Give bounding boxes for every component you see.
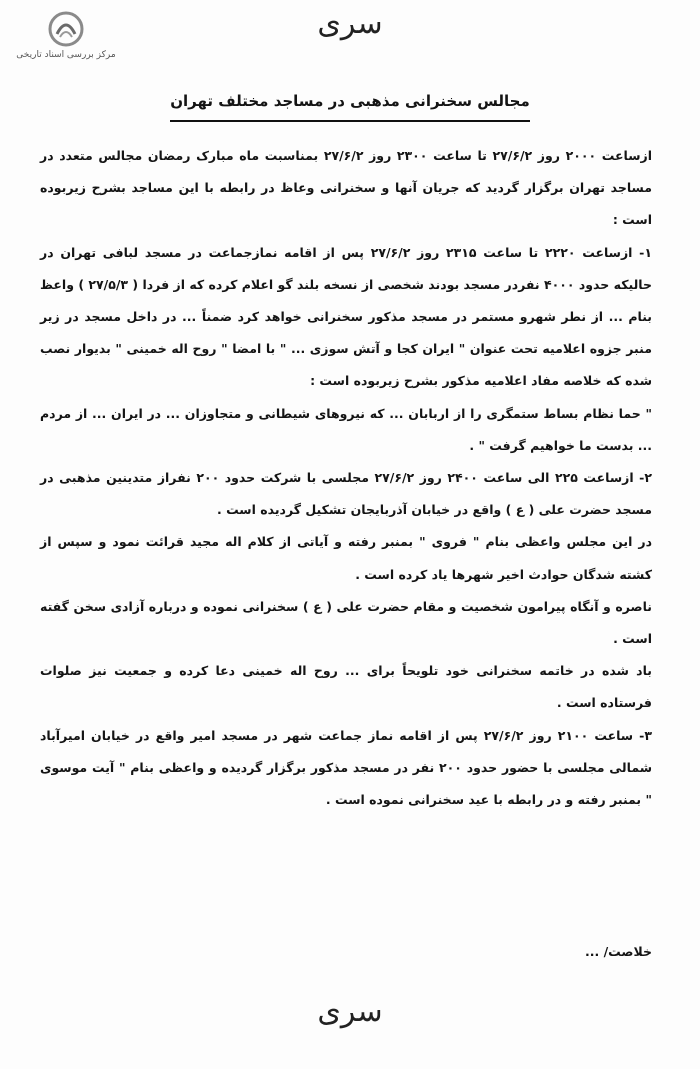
report-item-3-paragraph: ۳- ساعت ۲۱۰۰ روز ۲۷/۶/۲ پس از اقامه نماز جماعت شهر در مسجد امیر واقع در خیابان امیرآباد شمالی مجلسی با حضور حدود ۲۰۰ نفر در مسجد مذکور برگزار گردیده و واعظی بنام " آیت موسوی " بمنبر رفته و در رابطه با عید سخنرانی نموده است . — [40, 727, 652, 808]
logo-caption: مرکز بررسی اسناد تاریخی — [16, 50, 116, 60]
document-body — [40, 140, 652, 816]
report-item-2-topic-paragraph: ناصره و آنگاه پیرامون شخصیت و مقام حضرت علی ( ع ) سخنرانی نموده و درباره آزادی سخن گفته است . — [40, 598, 652, 647]
report-item-2-paragraph: ۲- ازساعت ۲۲۵ الی ساعت ۲۴۰۰ روز ۲۷/۶/۲ مجلسی با شرکت حدود ۲۰۰ نفراز متدینین مذهبی در مسجد حضرت علی ( ع ) واقع در خیابان آذربایجان تشکیل گردیده است . — [40, 470, 652, 518]
document-heading: مجالس سخنرانی مذهبی در مساجد مختلف تهران — [170, 92, 530, 110]
document-closing: خلاصت/ ... — [585, 944, 652, 959]
classification-mark-top: سری — [317, 6, 383, 41]
announcement-quote-paragraph: " حما نظام بساط ستمگری را از اربابان ... که نیروهای شیطانی و متجاوزان ... در ایران ... از مردم ... بدست ما خواهیم گرفت " . — [40, 405, 652, 453]
heading-underline — [170, 120, 530, 122]
report-item-2-speaker-paragraph: در این مجلس واعظی بنام " فروی " بمنبر رفته و آیاتی از کلام اله مجید قرائت نمود و سپس از کشته شدگان حوادث اخیر شهرها یاد کرده است . — [40, 534, 652, 582]
report-item-2-conclusion-paragraph: باد شده در خاتمه سخنرانی خود تلویحاً برای ... روح اله خمینی دعا کرده و جمعیت نیز صلوات فرستاده است . — [40, 663, 652, 711]
classification-mark-bottom: سری — [317, 994, 383, 1029]
report-item-1-paragraph: ۱- ازساعت ۲۲۲۰ تا ساعت ۲۳۱۵ روز ۲۷/۶/۲ پس از اقامه نمازجماعت در مسجد لبافی تهران در حالیکه حدود ۴۰۰۰ نفردر مسجد بودند شخصی از نسخه بلند گو اعلام کرده که از فردا ( ۲۷/۵/۳ ) واعظ بنام ... از نطر شهرو مستمر در مسجد مذکور سخنرانی خواهد کرد ضمناً ... در داخل مسجد در زیر منبر جزوه اعلامیه تحت عنوان " ایران کجا و آتش سوزی ... " با امضا " روح اله خمینی " بدیوار نصب شده که خلاصه مفاد اعلامیه مذکور بشرح زیربوده است : — [40, 244, 653, 389]
report-intro-paragraph: ازساعت ۲۰۰۰ روز ۲۷/۶/۲ تا ساعت ۲۳۰۰ روز ۲۷/۶/۲ بمناسبت ماه مبارک رمضان مجالس متعدد در مساجد تهران برگزار گردید که جریان آنها و سخنرانی وعاظ در رابطه با این مساجد بشرح زیربوده است : — [40, 148, 652, 228]
